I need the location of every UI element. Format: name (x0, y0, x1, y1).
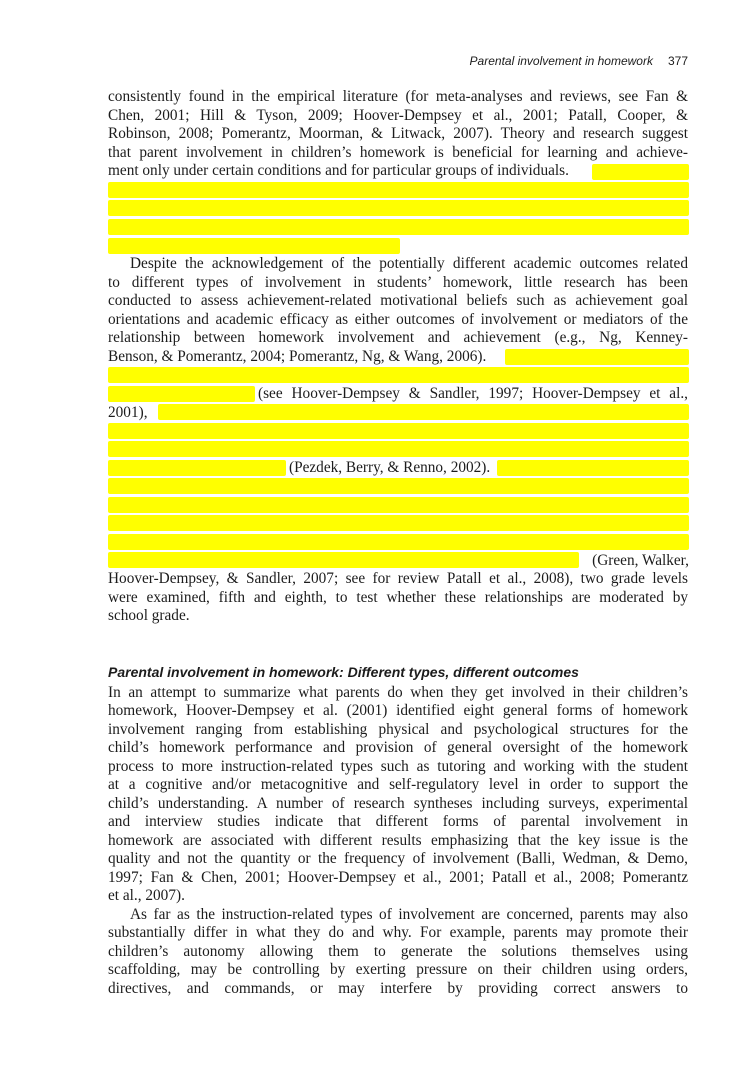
text-line: ment only under certain conditions and for particular groups of individuals. (108, 162, 569, 179)
text-line: relationship between homework involvement and achievement (e.g., Ng, Kenney- (108, 329, 688, 346)
highlight-bar (108, 478, 689, 494)
text-line: that parent involvement in children’s homework is beneficial for learning and achieve- (108, 144, 688, 161)
text-line: at a cognitive and/or metacognitive and self-regulatory level in order to support the (108, 776, 688, 793)
text-line: children’s autonomy allowing them to generate the solutions themselves using (108, 943, 688, 960)
highlight-bar (108, 515, 689, 531)
highlight-bar (108, 460, 286, 476)
highlight-bar (108, 200, 689, 216)
highlight-bar (108, 534, 689, 550)
highlight-bar (158, 404, 689, 420)
citation-fragment: (see Hoover-Dempsey & Sandler, 1997; Hoover-Dempsey et al., (258, 385, 688, 402)
highlight-bar (505, 349, 689, 365)
highlight-bar (108, 219, 689, 235)
text-line: et al., 2007). (108, 887, 185, 904)
citation-fragment: (Green, Walker, (592, 552, 689, 569)
highlight-bar (108, 441, 689, 457)
citation-fragment: 2001), (108, 404, 148, 421)
citation-fragment: (Pezdek, Berry, & Renno, 2002). (289, 459, 491, 476)
text-line: and interview studies indicate that different forms of parental involvement in (108, 813, 688, 830)
text-line: directives, and commands, or may interfere by providing correct answers to (108, 980, 688, 997)
highlight-bar (108, 423, 689, 439)
highlight-bar (108, 182, 689, 198)
text-line: homework are associated with different results emphasizing that the key issue is the (108, 832, 688, 849)
text-line: scaffolding, may be controlling by exerting pressure on their children using orders, (108, 961, 688, 978)
text-line: consistently found in the empirical literature (for meta-analyses and reviews, see Fan & (108, 88, 688, 105)
text-line: quality and not the quantity or the frequency of involvement (Balli, Wedman, & Demo, (108, 850, 688, 867)
text-line: Hoover-Dempsey, & Sandler, 2007; see for review Patall et al., 2008), two grade levels (108, 570, 688, 587)
text-line: school grade. (108, 607, 190, 624)
text-line: Robinson, 2008; Pomerantz, Moorman, & Litwack, 2007). Theory and research suggest (108, 125, 688, 142)
text-line: 1997; Fan & Chen, 2001; Hoover-Dempsey et al., 2001; Patall et al., 2008; Pomerantz (108, 869, 688, 886)
running-header (108, 54, 688, 68)
text-line: Despite the acknowledgement of the potentially different academic outcomes related (130, 255, 688, 272)
text-line: Chen, 2001; Hill & Tyson, 2009; Hoover-Dempsey et al., 2001; Patall, Cooper, & (108, 107, 688, 124)
text-line: process to more instruction-related types such as tutoring and working with the student (108, 758, 688, 775)
text-line: child’s homework performance and provision of general oversight of the homework (108, 739, 688, 756)
text-line: to different types of involvement in students’ homework, little research has been (108, 274, 688, 291)
highlight-bar (108, 238, 400, 254)
highlight-bar (108, 497, 689, 513)
text-line: As far as the instruction-related types of involvement are concerned, parents may also (130, 906, 688, 923)
page-number: 377 (667, 54, 688, 68)
text-line: conducted to assess achievement-related motivational beliefs such as achievement goal (108, 292, 688, 309)
highlight-bar (592, 164, 689, 180)
text-line: substantially differ in what they do and why. For example, parents may promote their (108, 924, 688, 941)
text-line: were examined, fifth and eighth, to test whether these relationships are moderated by (108, 589, 688, 606)
text-line: orientations and academic efficacy as either outcomes of involvement or mediators of the (108, 311, 688, 328)
highlight-bar (108, 552, 579, 568)
section-heading: Parental involvement in homework: Different types, different outcomes (108, 664, 579, 680)
highlight-bar (108, 367, 689, 383)
text-line: In an attempt to summarize what parents do when they get involved in their children’s (108, 684, 688, 701)
text-line: homework, Hoover-Dempsey et al. (2001) identified eight general forms of homework (108, 702, 688, 719)
text-line: child’s understanding. A number of research syntheses including surveys, experimental (108, 795, 688, 812)
running-header-title: Parental involvement in homework (469, 54, 653, 68)
highlight-bar (497, 460, 689, 476)
highlight-bar (108, 386, 255, 402)
text-line: involvement ranging from establishing physical and psychological structures for the (108, 721, 688, 738)
text-line: Benson, & Pomerantz, 2004; Pomerantz, Ng, & Wang, 2006). (108, 348, 487, 365)
